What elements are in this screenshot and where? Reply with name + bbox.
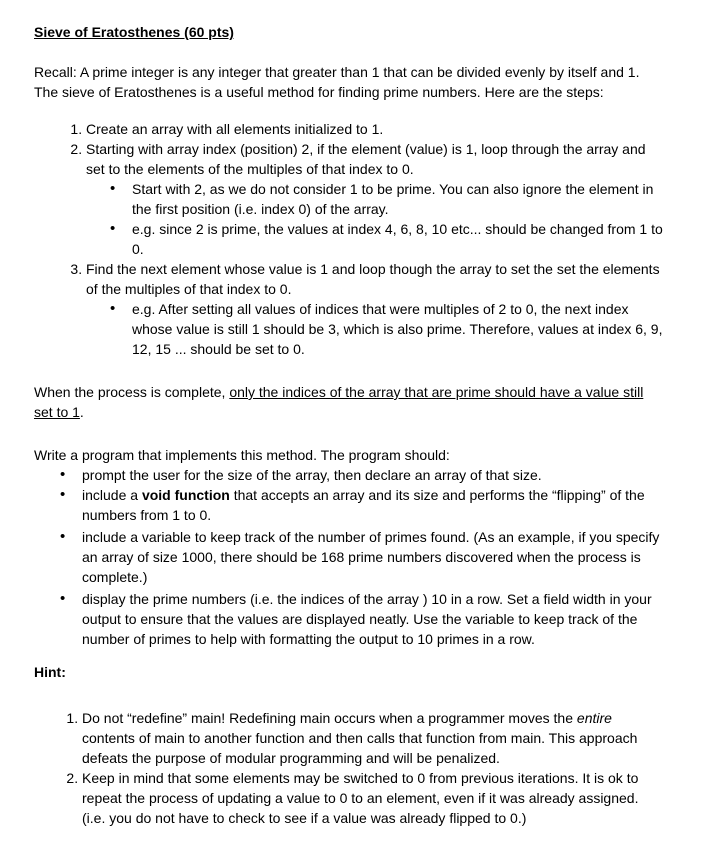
- requirement-item: • prompt the user for the size of the array, then declare an array of that size.: [82, 465, 664, 485]
- step-sublist: [86, 299, 664, 359]
- step-text: Create an array with all elements initialized to 1.: [86, 121, 384, 137]
- hint-text: contents of main to another function and then calls that function from main. This approach defeats the purpose of modular programming and will be penalized.: [82, 730, 638, 766]
- hint-text: Do not “redefine” main! Redefining main occurs when a programmer moves the: [82, 710, 577, 726]
- document-page: [34, 22, 664, 828]
- step-item: [86, 139, 664, 259]
- requirements-list: [34, 465, 664, 649]
- requirement-text: that accepts an array and its size and performs the “flipping” of the numbers from 1 to 0.: [82, 487, 645, 523]
- step-text: Find the next element whose value is 1 and loop though the array to set the set the elements of the multiples of that index to 0.: [86, 261, 660, 297]
- write-intro: Write a program that implements this method. The program should:: [34, 447, 450, 463]
- step-item: [86, 259, 664, 359]
- hint-italic: entire: [576, 710, 612, 726]
- requirement-bold: void function: [141, 487, 230, 503]
- step-subitem: • Start with 2, as we do not consider 1 to be prime. You can also ignore the element in the first position (i.e. index 0) of the array.: [132, 179, 664, 219]
- requirement-item: • include a variable to keep track of the number of primes found. (As an example, if you specify an array of size 1000, there should be 168 prime numbers discovered when the process is complete.): [82, 527, 664, 587]
- hint-item: 2. Keep in mind that some elements may be switched to 0 from previous iterations. It is ok to repeat the process of updating a value to 0 to an element, even if it was already assigned. (i.e. you do not have to check to see if a value was already flipped to 0.): [82, 768, 664, 828]
- steps-list: [34, 119, 664, 359]
- conclusion-lead: When the process is complete,: [34, 384, 230, 400]
- step-subitem: • e.g. since 2 is prime, the values at index 4, 6, 8, 10 etc... should be changed from 1 to 0.: [132, 219, 664, 259]
- step-sublist: [86, 179, 664, 259]
- requirement-item: [82, 485, 664, 525]
- requirement-item: • display the prime numbers (i.e. the indices of the array ) 10 in a row. Set a field width in your output to ensure that the values are displayed neatly. Use the variable to keep track of the number of primes to help with formatting the output to 10 primes in a row.: [82, 589, 664, 649]
- conclusion-paragraph: [34, 382, 664, 422]
- requirement-text: include a: [82, 487, 142, 503]
- conclusion-emphasis: only the indices of the array that are prime should have a value still set to 1: [34, 384, 644, 420]
- step-text: Starting with array index (position) 2, if the element (value) is 1, loop through the array and set to the elements of the multiples of that index to 0.: [86, 141, 646, 177]
- step-subitem: • e.g. After setting all values of indices that were multiples of 2 to 0, the next index whose value is still 1 should be 3, which is also prime. Therefore, values at index 6, 9, 12, 15 ... should be set to 0.: [132, 299, 664, 359]
- hints-list: [34, 708, 664, 828]
- page-title: Sieve of Eratosthenes (60 pts): [34, 24, 234, 40]
- recall-paragraph: Recall: A prime integer is any integer that greater than 1 that can be divided evenly by itself and 1. The sieve of Eratosthenes is a useful method for finding prime numbers. Here are the steps:: [34, 64, 640, 100]
- conclusion-tail: .: [79, 404, 84, 420]
- step-item: [86, 119, 664, 139]
- hint-item: [82, 708, 664, 768]
- hint-heading: Hint:: [34, 664, 66, 680]
